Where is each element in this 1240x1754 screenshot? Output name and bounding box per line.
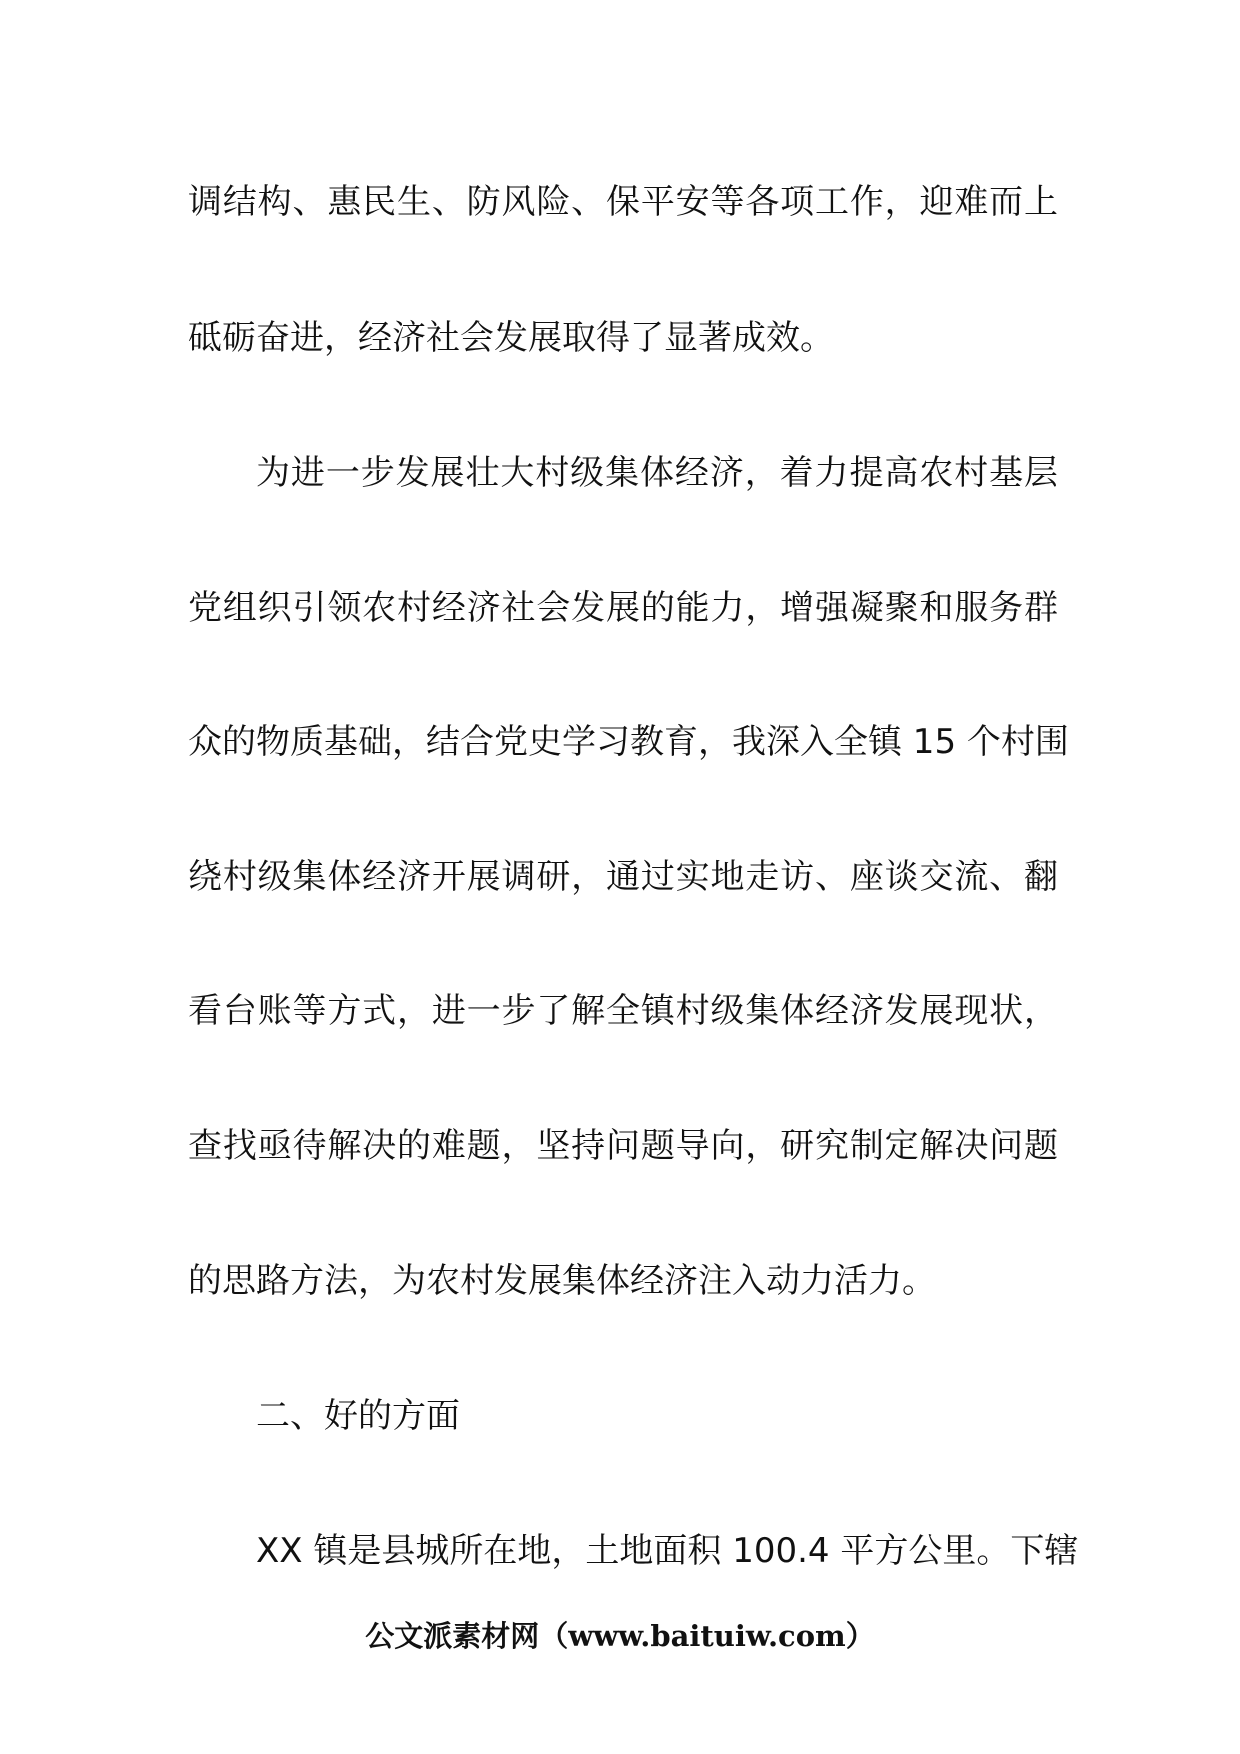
paragraph-line: 为进一步发展壮大村级集体经济，着力提高农村基层 — [256, 453, 1058, 493]
paragraph-line: 砥砺奋进，经济社会发展取得了显著成效。 — [188, 318, 834, 358]
paragraph-line: 查找亟待解决的难题，坚持问题导向，研究制定解决问题 — [188, 1126, 1058, 1166]
paragraph-line: 绕村级集体经济开展调研，通过实地走访、座谈交流、翻 — [188, 857, 1058, 897]
paragraph-line: 的思路方法，为农村发展集体经济注入动力活力。 — [188, 1261, 936, 1301]
paragraph-line: 看台账等方式，进一步了解全镇村级集体经济发展现状， — [188, 991, 1058, 1031]
paragraph-line: 党组织引领农村经济社会发展的能力，增强凝聚和服务群 — [188, 588, 1058, 628]
paragraph-line: XX 镇是县城所在地，土地面积 100.4 平方公里。下辖 — [256, 1531, 1079, 1571]
paragraph-line: 众的物质基础，结合党史学习教育，我深入全镇 15 个村围 — [188, 722, 1069, 762]
paragraph-line: 调结构、惠民生、防风险、保平安等各项工作，迎难而上 — [188, 182, 1058, 222]
footer-watermark: 公文派素材网（www.baituiw.com） — [365, 1619, 875, 1653]
section-heading: 二、好的方面 — [256, 1396, 460, 1436]
